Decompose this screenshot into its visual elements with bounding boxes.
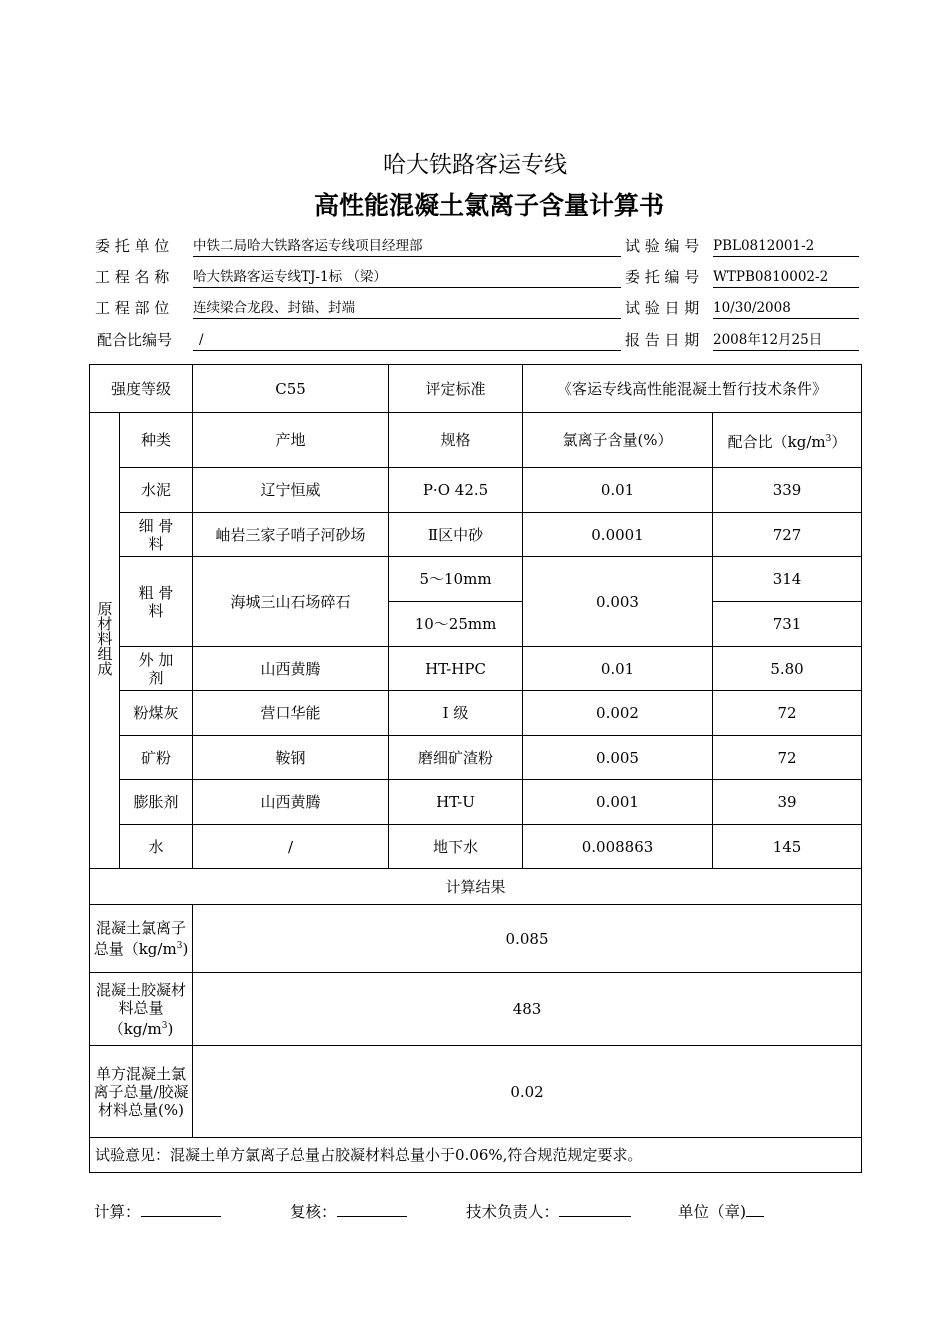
mix-value: / <box>193 330 621 351</box>
footer-unit: 单位（章) <box>678 1200 764 1222</box>
row-origin: 山西黄腾 <box>193 647 389 691</box>
binder-label: 混凝土胶凝材料总量$(kg/m^3)$ <box>90 973 193 1046</box>
row-chloride: 0.01 <box>523 468 713 513</box>
row-origin: 鞍钢 <box>193 736 389 780</box>
table-row <box>90 513 862 557</box>
row-kind: 水 <box>120 825 193 869</box>
entrust-no-label: 委 托 编 号 <box>625 268 700 286</box>
row-ratio: 5.80 <box>713 647 862 691</box>
grade-label: 强度等级 <box>90 365 193 413</box>
row-spec: HT-HPC <box>389 647 523 691</box>
row-origin: 山西黄腾 <box>193 780 389 825</box>
table-row <box>90 557 862 602</box>
ratio-label: 单方混凝土氯离子总量/胶凝材料总量(%) <box>90 1046 193 1138</box>
binder-value: 483 <box>193 973 862 1046</box>
row-chloride: 0.0001 <box>523 513 713 557</box>
row-ratio: 727 <box>713 513 862 557</box>
row-origin: 营口华能 <box>193 691 389 736</box>
project-label: 工 程 名 称 <box>95 268 170 286</box>
row-spec: 磨细矿渣粉 <box>389 736 523 780</box>
row-origin: 岫岩三家子哨子河砂场 <box>193 513 389 557</box>
test-no-value: PBL0812001-2 <box>713 236 859 257</box>
grade-value: C55 <box>193 365 389 413</box>
row-ratio: 145 <box>713 825 862 869</box>
result-title: 计算结果 <box>90 869 862 905</box>
table-row <box>90 736 862 780</box>
doc-title-line2: 高性能混凝土氯离子含量计算书 <box>313 191 664 220</box>
client-value: 中铁二局哈大铁路客运专线项目经理部 <box>193 236 621 257</box>
mix-label: 配合比编号 <box>97 331 173 349</box>
row-ratio: 731 <box>713 602 862 647</box>
part-value: 连续梁合龙段、封锚、封端 <box>193 298 621 319</box>
total-cl-label: 混凝土氯离子总量$(kg/m^3)$ <box>90 905 193 973</box>
row-kind: 粉煤灰 <box>120 691 193 736</box>
footer-tech: 技术负责人： <box>466 1200 631 1222</box>
row-origin: / <box>193 825 389 869</box>
col-origin: 产地 <box>193 413 389 468</box>
standard-label: 评定标准 <box>389 365 523 413</box>
row-chloride: 0.01 <box>523 647 713 691</box>
table-row <box>90 468 862 513</box>
part-label: 工 程 部 位 <box>95 299 170 317</box>
row-chloride: 0.003 <box>523 557 713 647</box>
table-row <box>90 780 862 825</box>
row-kind: 外 加 剂 <box>120 647 193 691</box>
row-spec: 5～10mm <box>389 557 523 602</box>
row-chloride: 0.001 <box>523 780 713 825</box>
row-chloride: 0.008863 <box>523 825 713 869</box>
row-kind: 水泥 <box>120 468 193 513</box>
entrust-no-value: WTPB0810002-2 <box>713 267 859 288</box>
row-spec: HT-U <box>389 780 523 825</box>
ratio-value: 0.02 <box>193 1046 862 1138</box>
row-ratio: 39 <box>713 780 862 825</box>
row-origin: 海城三山石场碎石 <box>193 557 389 647</box>
col-kind: 种类 <box>120 413 193 468</box>
row-kind: 细 骨 料 <box>120 513 193 557</box>
standard-value: 《客运专线高性能混凝土暂行技术条件》 <box>523 365 862 413</box>
row-kind: 粗 骨 料 <box>120 557 193 647</box>
test-date-label: 试 验 日 期 <box>625 299 700 317</box>
test-date-value: 10/30/2008 <box>713 298 859 319</box>
row-kind: 矿粉 <box>120 736 193 780</box>
report-date-value: 2008年12月25日 <box>713 330 859 351</box>
chloride-table <box>89 364 862 1173</box>
test-no-label: 试 验 编 号 <box>625 237 700 255</box>
col-spec: 规格 <box>389 413 523 468</box>
table-row <box>90 647 862 691</box>
row-chloride: 0.002 <box>523 691 713 736</box>
table-row <box>90 825 862 869</box>
footer-review: 复核： <box>290 1200 407 1222</box>
row-spec: I 级 <box>389 691 523 736</box>
row-ratio: 314 <box>713 557 862 602</box>
row-origin: 辽宁恒威 <box>193 468 389 513</box>
col-ratio: 配合比$(kg/m^3)$ <box>713 413 862 468</box>
row-spec: 10～25mm <box>389 602 523 647</box>
group-label-cell <box>90 413 120 869</box>
row-spec: P·O 42.5 <box>389 468 523 513</box>
table-row <box>90 691 862 736</box>
group-label: 原材料组成 <box>95 601 114 676</box>
col-chloride: 氯离子含量(%） <box>523 413 713 468</box>
project-value: 哈大铁路客运专线TJ-1标 （梁） <box>193 267 621 288</box>
row-spec: 地下水 <box>389 825 523 869</box>
row-ratio: 72 <box>713 736 862 780</box>
row-kind: 膨胀剂 <box>120 780 193 825</box>
total-cl-value: 0.085 <box>193 905 862 973</box>
row-ratio: 339 <box>713 468 862 513</box>
opinion: 试验意见：混凝土单方氯离子总量占胶凝材料总量小于0.06%,符合规范规定要求。 <box>90 1138 862 1173</box>
footer-calc: 计算： <box>94 1200 221 1222</box>
row-spec: Ⅱ区中砂 <box>389 513 523 557</box>
client-label: 委 托 单 位 <box>95 237 170 255</box>
row-ratio: 72 <box>713 691 862 736</box>
row-chloride: 0.005 <box>523 736 713 780</box>
report-date-label: 报 告 日 期 <box>625 331 700 349</box>
doc-title-line1: 哈大铁路客运专线 <box>383 152 567 178</box>
